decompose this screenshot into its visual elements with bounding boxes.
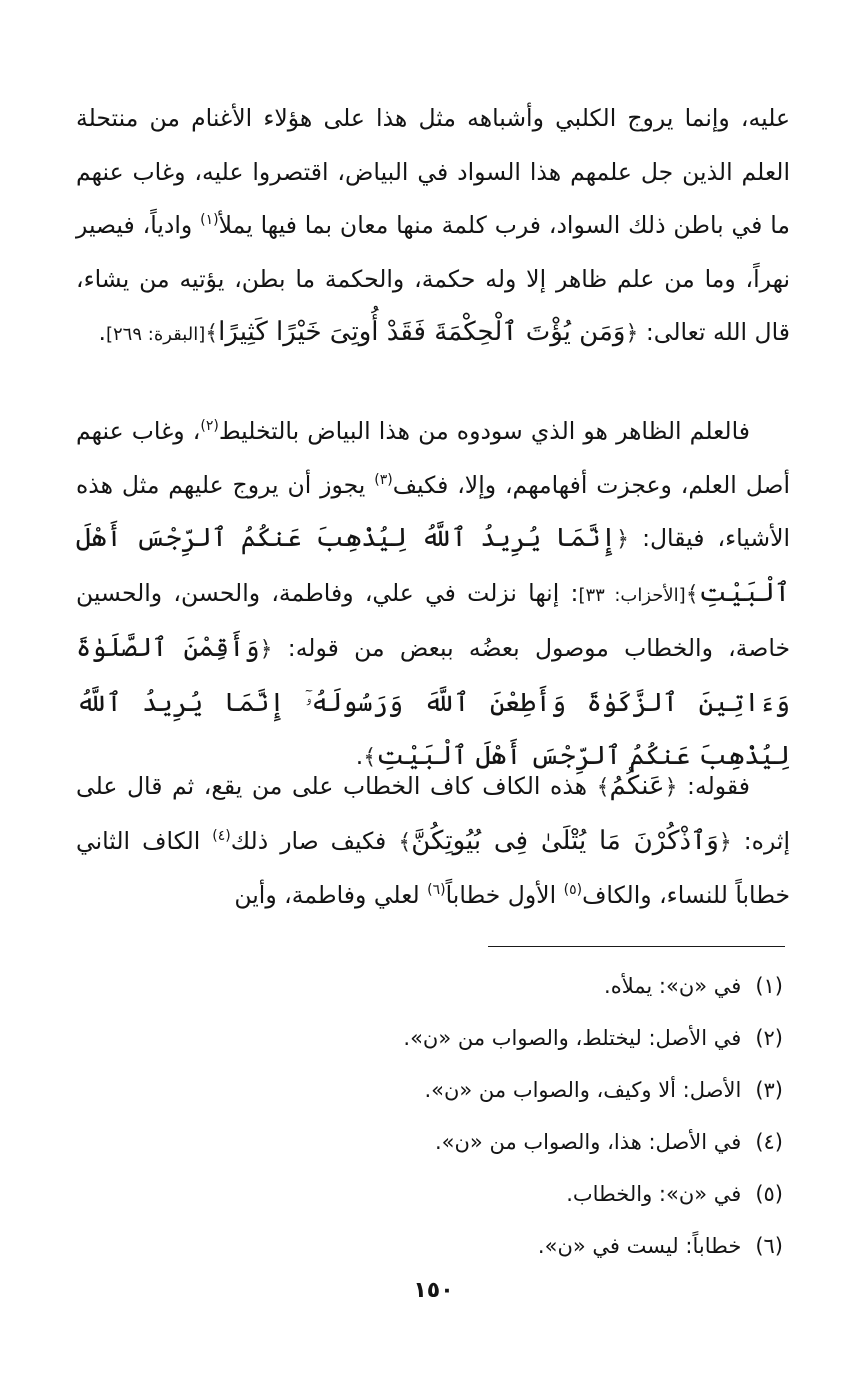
- quran-bracket-close: ﴾: [596, 775, 610, 800]
- body-text: عليه، وإنما يروج الكلبي وأشباهه مثل هذا على هؤلاء الأغنام من منتحلة العلم الذين جل علمهم هذا السواد في البياض، اقتصروا عليه، وغاب عنهم ما في باطن ذلك السواد، فرب كلمة منها معان بما فيها يملأ: [76, 104, 790, 239]
- footnote-item: [83, 1220, 783, 1272]
- footnote-text: الأصل: ألا وكيف، والصواب من «ن».: [424, 1078, 742, 1102]
- footnote-item: [83, 1064, 783, 1116]
- footnote-text: في «ن»: يملأه.: [604, 974, 742, 998]
- quran-bracket-close: ﴾: [363, 745, 377, 770]
- footnote-number: (٤): [755, 1130, 783, 1154]
- footnote-text: في الأصل: هذا، والصواب من «ن».: [434, 1130, 742, 1154]
- footnote-marker: (١): [200, 212, 219, 229]
- quran-bracket-close: ﴾: [205, 321, 219, 346]
- body-text: فقوله:: [677, 772, 750, 800]
- body-text: الأول خطاباً: [445, 881, 564, 909]
- quran-verse: إِنَّمَا يُرِيدُ ٱللَّهُ لِيُذْهِبَ عَنكُمُ ٱلرِّجْسَ أَهْلَ ٱلْبَيْتِ: [76, 523, 790, 608]
- footnote-number: (٥): [755, 1182, 783, 1206]
- footnote-marker: (٥): [563, 882, 583, 899]
- footnote-list: [83, 960, 783, 1272]
- quran-verse: عَنكُمُ: [609, 771, 665, 801]
- body-text: يجوز أن يروج عليهم مثل هذه الأشياء، فيقال:: [76, 470, 790, 552]
- quran-bracket-open: ﴿: [664, 775, 678, 800]
- body-text: ، وغاب عنهم أصل العلم، وعجزت أفهامهم، وإلا، فكيف: [76, 417, 790, 499]
- verse-reference: [الأحزاب: ٣٣]: [578, 584, 686, 606]
- footnote-item: [83, 1116, 783, 1168]
- footnote-marker: (٣): [374, 471, 393, 488]
- body-text: .: [355, 742, 364, 770]
- footnote-number: (٣): [755, 1078, 783, 1102]
- footnote-marker: (٤): [212, 827, 231, 844]
- footnote-text: خطاباً: ليست في «ن».: [537, 1234, 742, 1258]
- quran-bracket-open: ﴿: [718, 829, 732, 855]
- quran-verse: وَمَن يُؤْتَ ٱلْحِكْمَةَ فَقَدْ أُوتِىَ خَيْرًا كَثِيرًا: [218, 317, 626, 347]
- quran-bracket-close: ﴾: [398, 829, 412, 855]
- footnote-item: [83, 1012, 783, 1064]
- quran-verse: وَٱذْكُرْنَ مَا يُتْلَىٰ فِى بُيُوتِكُنَّ: [411, 825, 719, 856]
- quran-bracket-open: ﴿: [625, 321, 639, 346]
- paragraph-1: [76, 92, 790, 362]
- body-text: فالعلم الظاهر هو الذي سودوه من هذا البياض بالتخليط: [218, 417, 750, 445]
- footnote-item: [83, 960, 783, 1012]
- page-number: ١٥٠: [413, 1278, 454, 1303]
- quran-bracket-open: ﴿: [616, 527, 630, 552]
- footnote-marker: (٦): [427, 882, 446, 899]
- paragraph-3: [76, 760, 790, 923]
- body-text: : إنها نزلت في علي، وفاطمة، والحسن، والحسين خاصة، والخطاب موصول بعضُه ببعض من قوله:: [76, 578, 791, 662]
- body-text: .: [98, 318, 106, 346]
- footnote-text: في الأصل: ليختلط، والصواب من «ن».: [403, 1026, 742, 1050]
- body-text: فكيف صار ذلك: [230, 826, 399, 855]
- quran-verse: وَأَقِمْنَ ٱلصَّلَوٰةَ وَءَاتِينَ ٱلزَّكَوٰةَ وَأَطِعْنَ ٱللَّهَ وَرَسُولَهُۥٓ إِنَّمَا يُرِيدُ ٱللَّهُ لِيُذْهِبَ عَنكُمُ ٱلرِّجْسَ أَهْلَ ٱلْبَيْتِ: [76, 633, 790, 771]
- footnote-number: (٢): [755, 1026, 783, 1050]
- footnote-marker: (٢): [200, 418, 219, 435]
- verse-reference: [البقرة: ٢٦٩]: [105, 324, 206, 345]
- body-text: وادياً، فيصير نهراً، وما من علم ظاهر إلا وله حكمة، والحكمة ما بطن، يؤتيه من يشاء، قال الله تعالى:: [76, 211, 790, 346]
- footnote-text: في «ن»: والخطاب.: [566, 1182, 742, 1206]
- quran-bracket-open: ﴿: [259, 637, 273, 662]
- footnote-item: [83, 1168, 783, 1220]
- paragraph-2: [76, 405, 790, 785]
- body-text: هذه الكاف كاف الخطاب على من يقع، ثم قال على إثره:: [76, 772, 790, 855]
- footnote-divider: [488, 946, 785, 947]
- body-text: لعلي وفاطمة، وأين: [234, 881, 428, 909]
- body-text: الكاف الثاني خطاباً للنساء، والكاف: [76, 826, 790, 909]
- footnote-number: (١): [755, 974, 783, 998]
- footnote-number: (٦): [755, 1234, 783, 1258]
- quran-bracket-close: ﴾: [685, 581, 699, 607]
